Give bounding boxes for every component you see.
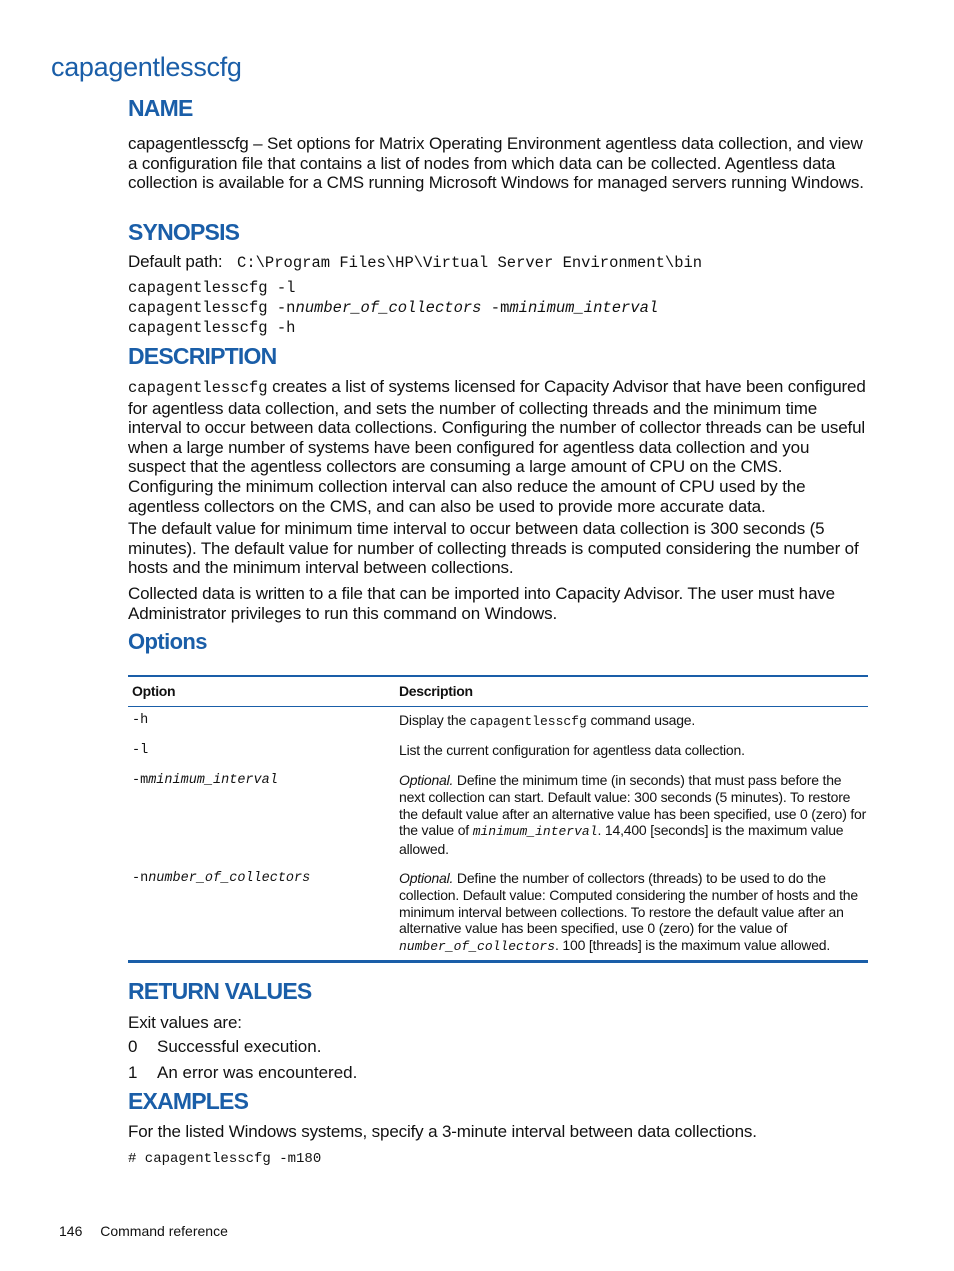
cmd-arg-collectors: number_of_collectors: [295, 299, 482, 317]
page-title: capagentlesscfg: [51, 52, 242, 82]
option-n-description: [399, 870, 869, 956]
synopsis-cmd-list: capagentlesscfg -l: [128, 279, 296, 297]
option-arg: minimum_interval: [148, 773, 278, 788]
desc-code: number_of_collectors: [399, 939, 556, 955]
table-header-description: Description: [399, 683, 473, 699]
desc-text: Display the: [399, 712, 470, 728]
examples-heading: EXAMPLES: [128, 1088, 249, 1114]
table-rule-top: [128, 675, 868, 677]
option-arg: number_of_collectors: [148, 871, 311, 886]
examples-code: # capagentlesscfg -m180: [128, 1151, 322, 1167]
name-text: capagentlesscfg – Set options for Matrix Operating Environment agentless data collection, and view a configuration file that contains a list of nodes from which data can be collected. Agentless data collection is available for a CMS running Microsoft Windows for managed servers running Windows.: [128, 134, 864, 193]
desc-text: . 100 [threads] is the maximum value allowed.: [555, 937, 831, 954]
return-value-code: 1: [128, 1063, 138, 1082]
desc-code: capagentlesscfg: [469, 714, 587, 729]
desc-text: command usage.: [586, 712, 696, 728]
footer-section: Command reference: [100, 1223, 228, 1239]
option-h-description: [399, 712, 869, 731]
description-code: capagentlesscfg: [128, 379, 268, 397]
description-text: creates a list of systems licensed for Capacity Advisor that have been configured for agentless data collection, and sets the number of collecting threads and the minimum time interval to occur between data collections. Configuring the number of collector threads can be useful when a large number of systems have been configured for agentless data collection and you suspect that the agentless collectors are consuming a large amount of CPU on the CMS. Configuring the minimum collection interval can also reduce the amount of CPU used by the agentless collectors on the CMS, and can also be used to provide more accurate data.: [128, 377, 866, 516]
option-m: [132, 773, 278, 788]
option-h: -h: [132, 713, 149, 728]
synopsis-cmd-help: capagentlesscfg -h: [128, 319, 296, 337]
option-prefix: -m: [132, 773, 149, 788]
description-paragraph-2: The default value for minimum time interval to occur between data collection is 300 seconds (5 minutes). The default value for number of collecting threads is computed considering the number of hosts and the minimum interval between collections.: [128, 519, 859, 578]
option-l: -l: [132, 743, 149, 758]
return-value-text: Successful execution.: [157, 1037, 322, 1056]
default-path-value: C:\Program Files\HP\Virtual Server Environment\bin: [237, 254, 703, 272]
name-heading: NAME: [128, 95, 193, 121]
desc-text: Define the number of collectors (threads) to be used to do the collection. Default value: Computed considering the number of hosts and the minimum interval between collections. To restore the default value after an alternative value has been specified, use 0 (zero) for the value of: [399, 870, 858, 937]
desc-optional: Optional.: [399, 870, 454, 886]
page-footer: [59, 1223, 228, 1239]
desc-code: minimum_interval: [472, 824, 598, 840]
table-rule-bottom: [128, 960, 868, 963]
table-header-option: Option: [132, 683, 176, 699]
default-path-label: Default path:: [128, 252, 223, 271]
cmd-mid: -m: [481, 299, 510, 317]
return-value-code: 0: [128, 1037, 138, 1056]
description-heading: DESCRIPTION: [128, 343, 277, 369]
desc-text: Define the minimum time (in seconds) that must pass before the next collection can start. Default value: 300 seconds (5 minutes). To restore the default value after an alternative value has been specified, use 0 (zero) for the value of: [399, 772, 867, 839]
return-values-heading: RETURN VALUES: [128, 978, 312, 1004]
description-paragraph-1: [128, 377, 870, 516]
option-prefix: -n: [132, 871, 149, 886]
synopsis-cmd-set: [128, 298, 658, 318]
options-heading: Options: [128, 629, 207, 654]
cmd-prefix: capagentlesscfg -n: [128, 299, 296, 317]
return-values-intro: Exit values are:: [128, 1013, 242, 1032]
table-rule-header: [128, 706, 868, 707]
default-path-line: [128, 252, 870, 274]
option-m-description: [399, 772, 869, 858]
examples-text: For the listed Windows systems, specify a 3-minute interval between data collections.: [128, 1122, 757, 1141]
desc-text: . 14,400 [seconds] is the maximum value allowed.: [399, 822, 844, 858]
synopsis-heading: SYNOPSIS: [128, 219, 240, 245]
desc-optional: Optional.: [399, 772, 454, 788]
description-paragraph-3: Collected data is written to a file that can be imported into Capacity Advisor. The user must have Administrator privileges to run this command on Windows.: [128, 584, 835, 623]
page-number: 146: [59, 1223, 83, 1239]
option-n: [132, 871, 310, 886]
option-l-description: List the current configuration for agentless data collection.: [399, 742, 745, 758]
cmd-arg-interval: minimum_interval: [509, 299, 659, 317]
return-value-text: An error was encountered.: [157, 1063, 358, 1082]
